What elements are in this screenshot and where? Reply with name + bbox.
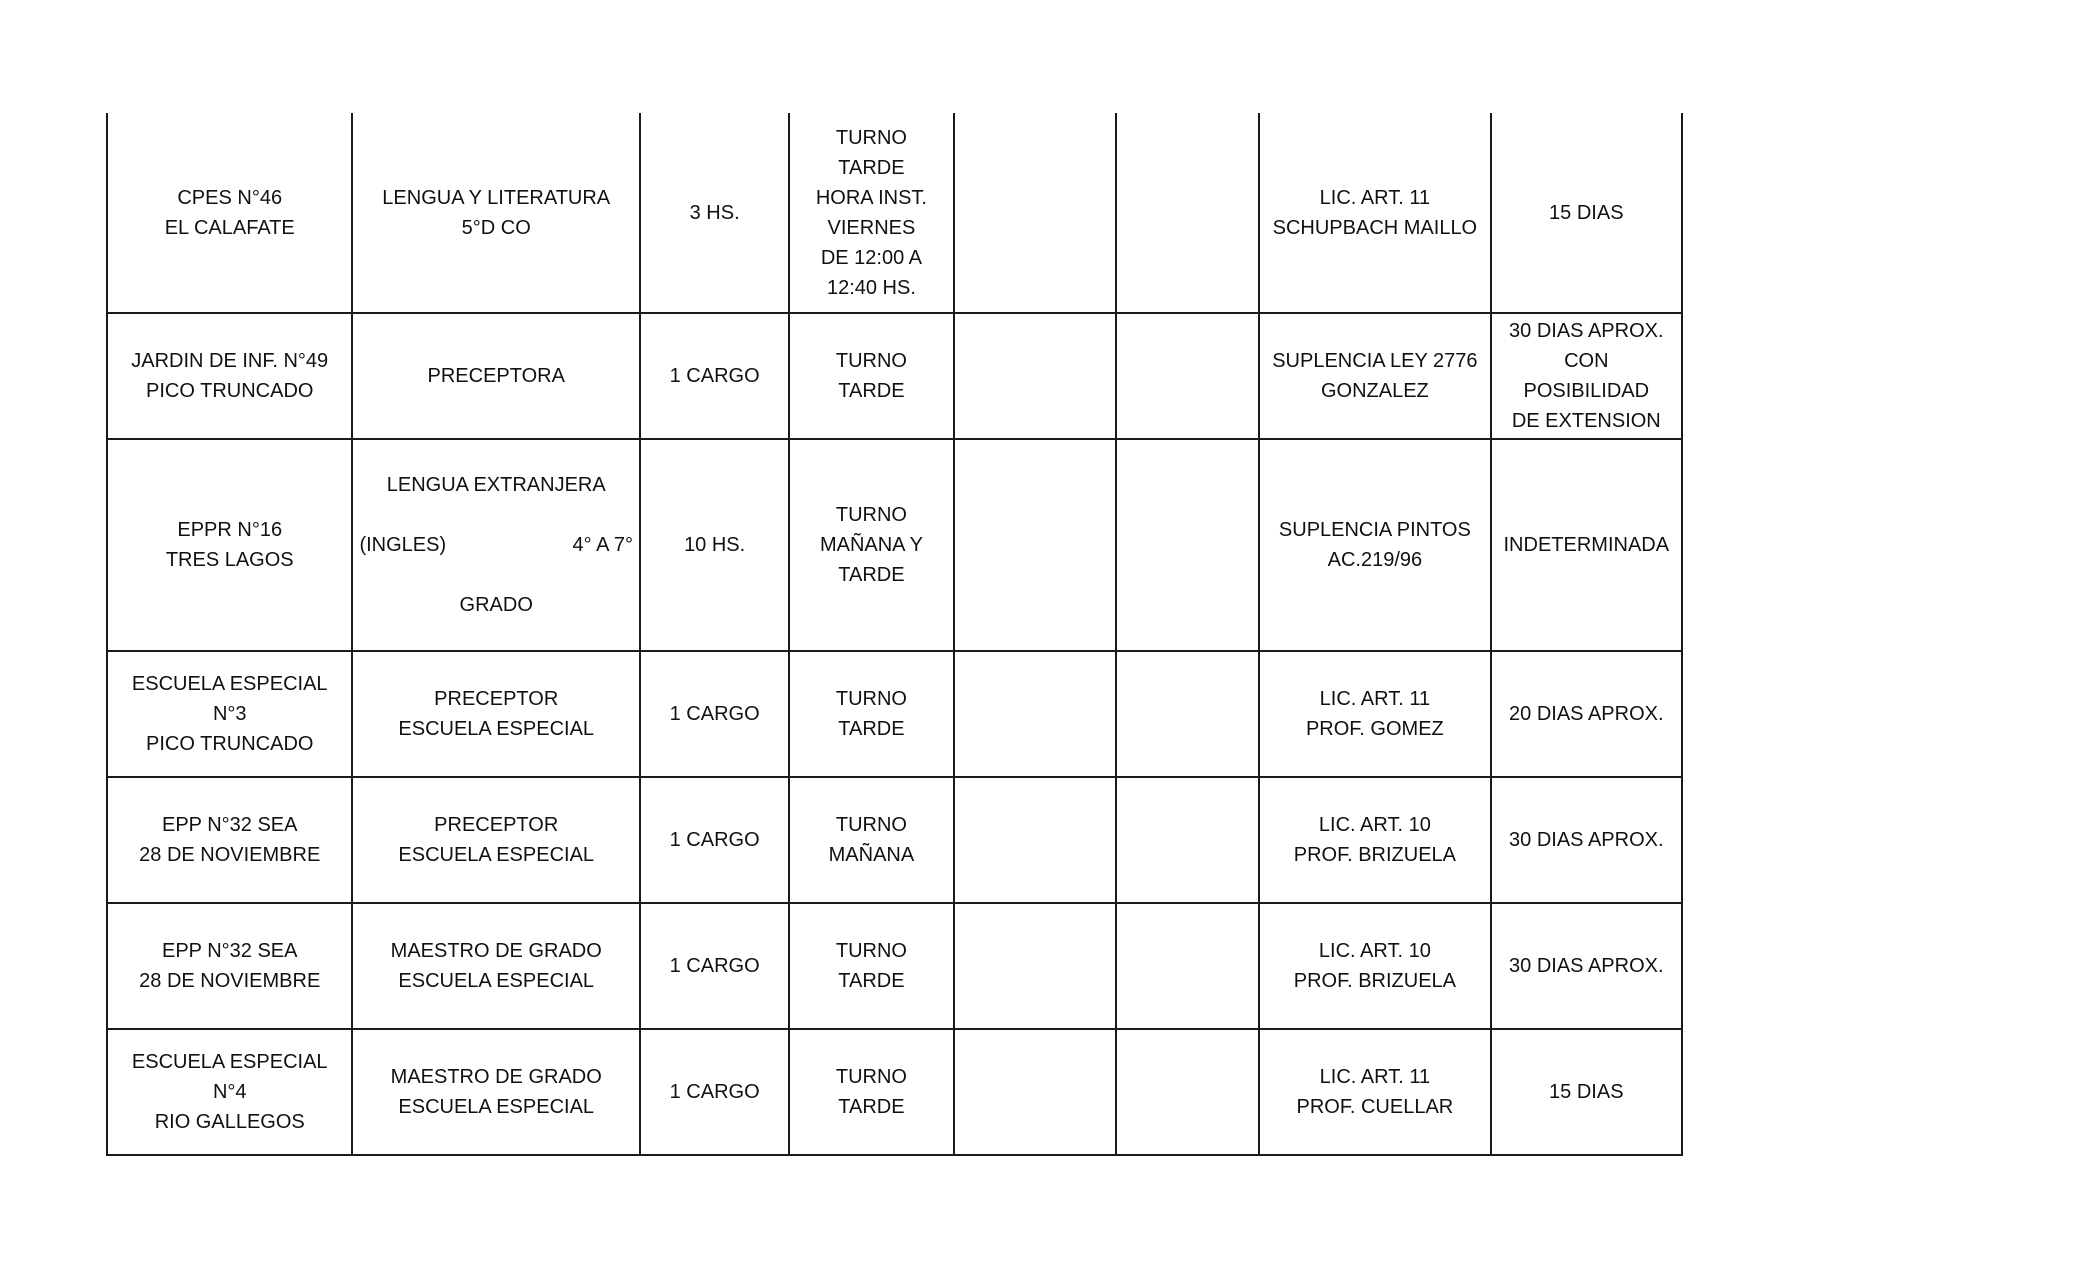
duration-cell: 30 DIAS APROX. bbox=[1491, 777, 1682, 903]
empty-cell-6 bbox=[1116, 903, 1259, 1029]
reason-cell: LIC. ART. 11 SCHUPBACH MAILLO bbox=[1259, 113, 1490, 313]
empty-cell-6 bbox=[1116, 313, 1259, 439]
duration-cell: 30 DIAS APROX. CON POSIBILIDAD DE EXTENSION bbox=[1491, 313, 1682, 439]
shift-cell: TURNO TARDE bbox=[789, 651, 953, 777]
school-cell: JARDIN DE INF. N°49 PICO TRUNCADO bbox=[107, 313, 352, 439]
load-cell: 10 HS. bbox=[640, 439, 789, 651]
reason-cell: LIC. ART. 11 PROF. CUELLAR bbox=[1259, 1029, 1490, 1155]
subject-cell: PRECEPTORA bbox=[352, 313, 640, 439]
subject-cell: MAESTRO DE GRADO ESCUELA ESPECIAL bbox=[352, 903, 640, 1029]
empty-cell-5 bbox=[954, 113, 1116, 313]
reason-cell: LIC. ART. 10 PROF. BRIZUELA bbox=[1259, 777, 1490, 903]
empty-cell-5 bbox=[954, 777, 1116, 903]
subject-cell: LENGUA Y LITERATURA 5°D CO bbox=[352, 113, 640, 313]
empty-cell-5 bbox=[954, 313, 1116, 439]
empty-cell-5 bbox=[954, 1029, 1116, 1155]
duration-cell: 15 DIAS bbox=[1491, 113, 1682, 313]
duration-cell: INDETERMINADA bbox=[1491, 439, 1682, 651]
duration-cell: 15 DIAS bbox=[1491, 1029, 1682, 1155]
load-cell: 1 CARGO bbox=[640, 1029, 789, 1155]
empty-cell-5 bbox=[954, 903, 1116, 1029]
subject-cell: PRECEPTOR ESCUELA ESPECIAL bbox=[352, 777, 640, 903]
shift-cell: TURNO MAÑANA bbox=[789, 777, 953, 903]
vacancy-table bbox=[106, 113, 1683, 1156]
table-row bbox=[107, 903, 1682, 1029]
reason-cell: LIC. ART. 10 PROF. BRIZUELA bbox=[1259, 903, 1490, 1029]
table-row bbox=[107, 1029, 1682, 1155]
empty-cell-5 bbox=[954, 651, 1116, 777]
empty-cell-6 bbox=[1116, 1029, 1259, 1155]
duration-cell: 30 DIAS APROX. bbox=[1491, 903, 1682, 1029]
load-cell: 1 CARGO bbox=[640, 777, 789, 903]
empty-cell-6 bbox=[1116, 777, 1259, 903]
load-cell: 1 CARGO bbox=[640, 651, 789, 777]
shift-cell: TURNO TARDE bbox=[789, 1029, 953, 1155]
load-cell: 1 CARGO bbox=[640, 903, 789, 1029]
table-row bbox=[107, 651, 1682, 777]
load-cell: 3 HS. bbox=[640, 113, 789, 313]
empty-cell-5 bbox=[954, 439, 1116, 651]
reason-cell: LIC. ART. 11 PROF. GOMEZ bbox=[1259, 651, 1490, 777]
empty-cell-6 bbox=[1116, 651, 1259, 777]
subject-line-3: GRADO bbox=[459, 594, 533, 616]
shift-cell: TURNO TARDE bbox=[789, 313, 953, 439]
load-cell: 1 CARGO bbox=[640, 313, 789, 439]
shift-cell: TURNO TARDE bbox=[789, 903, 953, 1029]
duration-cell: 20 DIAS APROX. bbox=[1491, 651, 1682, 777]
subject-cell bbox=[352, 439, 640, 651]
school-cell: ESCUELA ESPECIAL N°3 PICO TRUNCADO bbox=[107, 651, 352, 777]
shift-cell: TURNO TARDE HORA INST. VIERNES DE 12:00 A 12:40 HS. bbox=[789, 113, 953, 313]
school-cell: CPES N°46 EL CALAFATE bbox=[107, 113, 352, 313]
reason-cell: SUPLENCIA LEY 2776 GONZALEZ bbox=[1259, 313, 1490, 439]
empty-cell-6 bbox=[1116, 113, 1259, 313]
vacancy-table-page bbox=[106, 113, 1683, 1156]
table-row bbox=[107, 439, 1682, 651]
subject-line-2 bbox=[359, 530, 633, 560]
school-cell: EPP N°32 SEA 28 DE NOVIEMBRE bbox=[107, 777, 352, 903]
school-cell: ESCUELA ESPECIAL N°4 RIO GALLEGOS bbox=[107, 1029, 352, 1155]
subject-line-2-left: (INGLES) bbox=[359, 534, 447, 556]
subject-cell: PRECEPTOR ESCUELA ESPECIAL bbox=[352, 651, 640, 777]
school-cell: EPPR N°16 TRES LAGOS bbox=[107, 439, 352, 651]
subject-cell: MAESTRO DE GRADO ESCUELA ESPECIAL bbox=[352, 1029, 640, 1155]
table-row bbox=[107, 777, 1682, 903]
subject-line-1: LENGUA EXTRANJERA bbox=[386, 474, 606, 496]
reason-cell: SUPLENCIA PINTOS AC.219/96 bbox=[1259, 439, 1490, 651]
table-row bbox=[107, 113, 1682, 313]
shift-cell: TURNO MAÑANA Y TARDE bbox=[789, 439, 953, 651]
school-cell: EPP N°32 SEA 28 DE NOVIEMBRE bbox=[107, 903, 352, 1029]
empty-cell-6 bbox=[1116, 439, 1259, 651]
table-row bbox=[107, 313, 1682, 439]
subject-line-2-right: 4° A 7° bbox=[572, 534, 633, 556]
